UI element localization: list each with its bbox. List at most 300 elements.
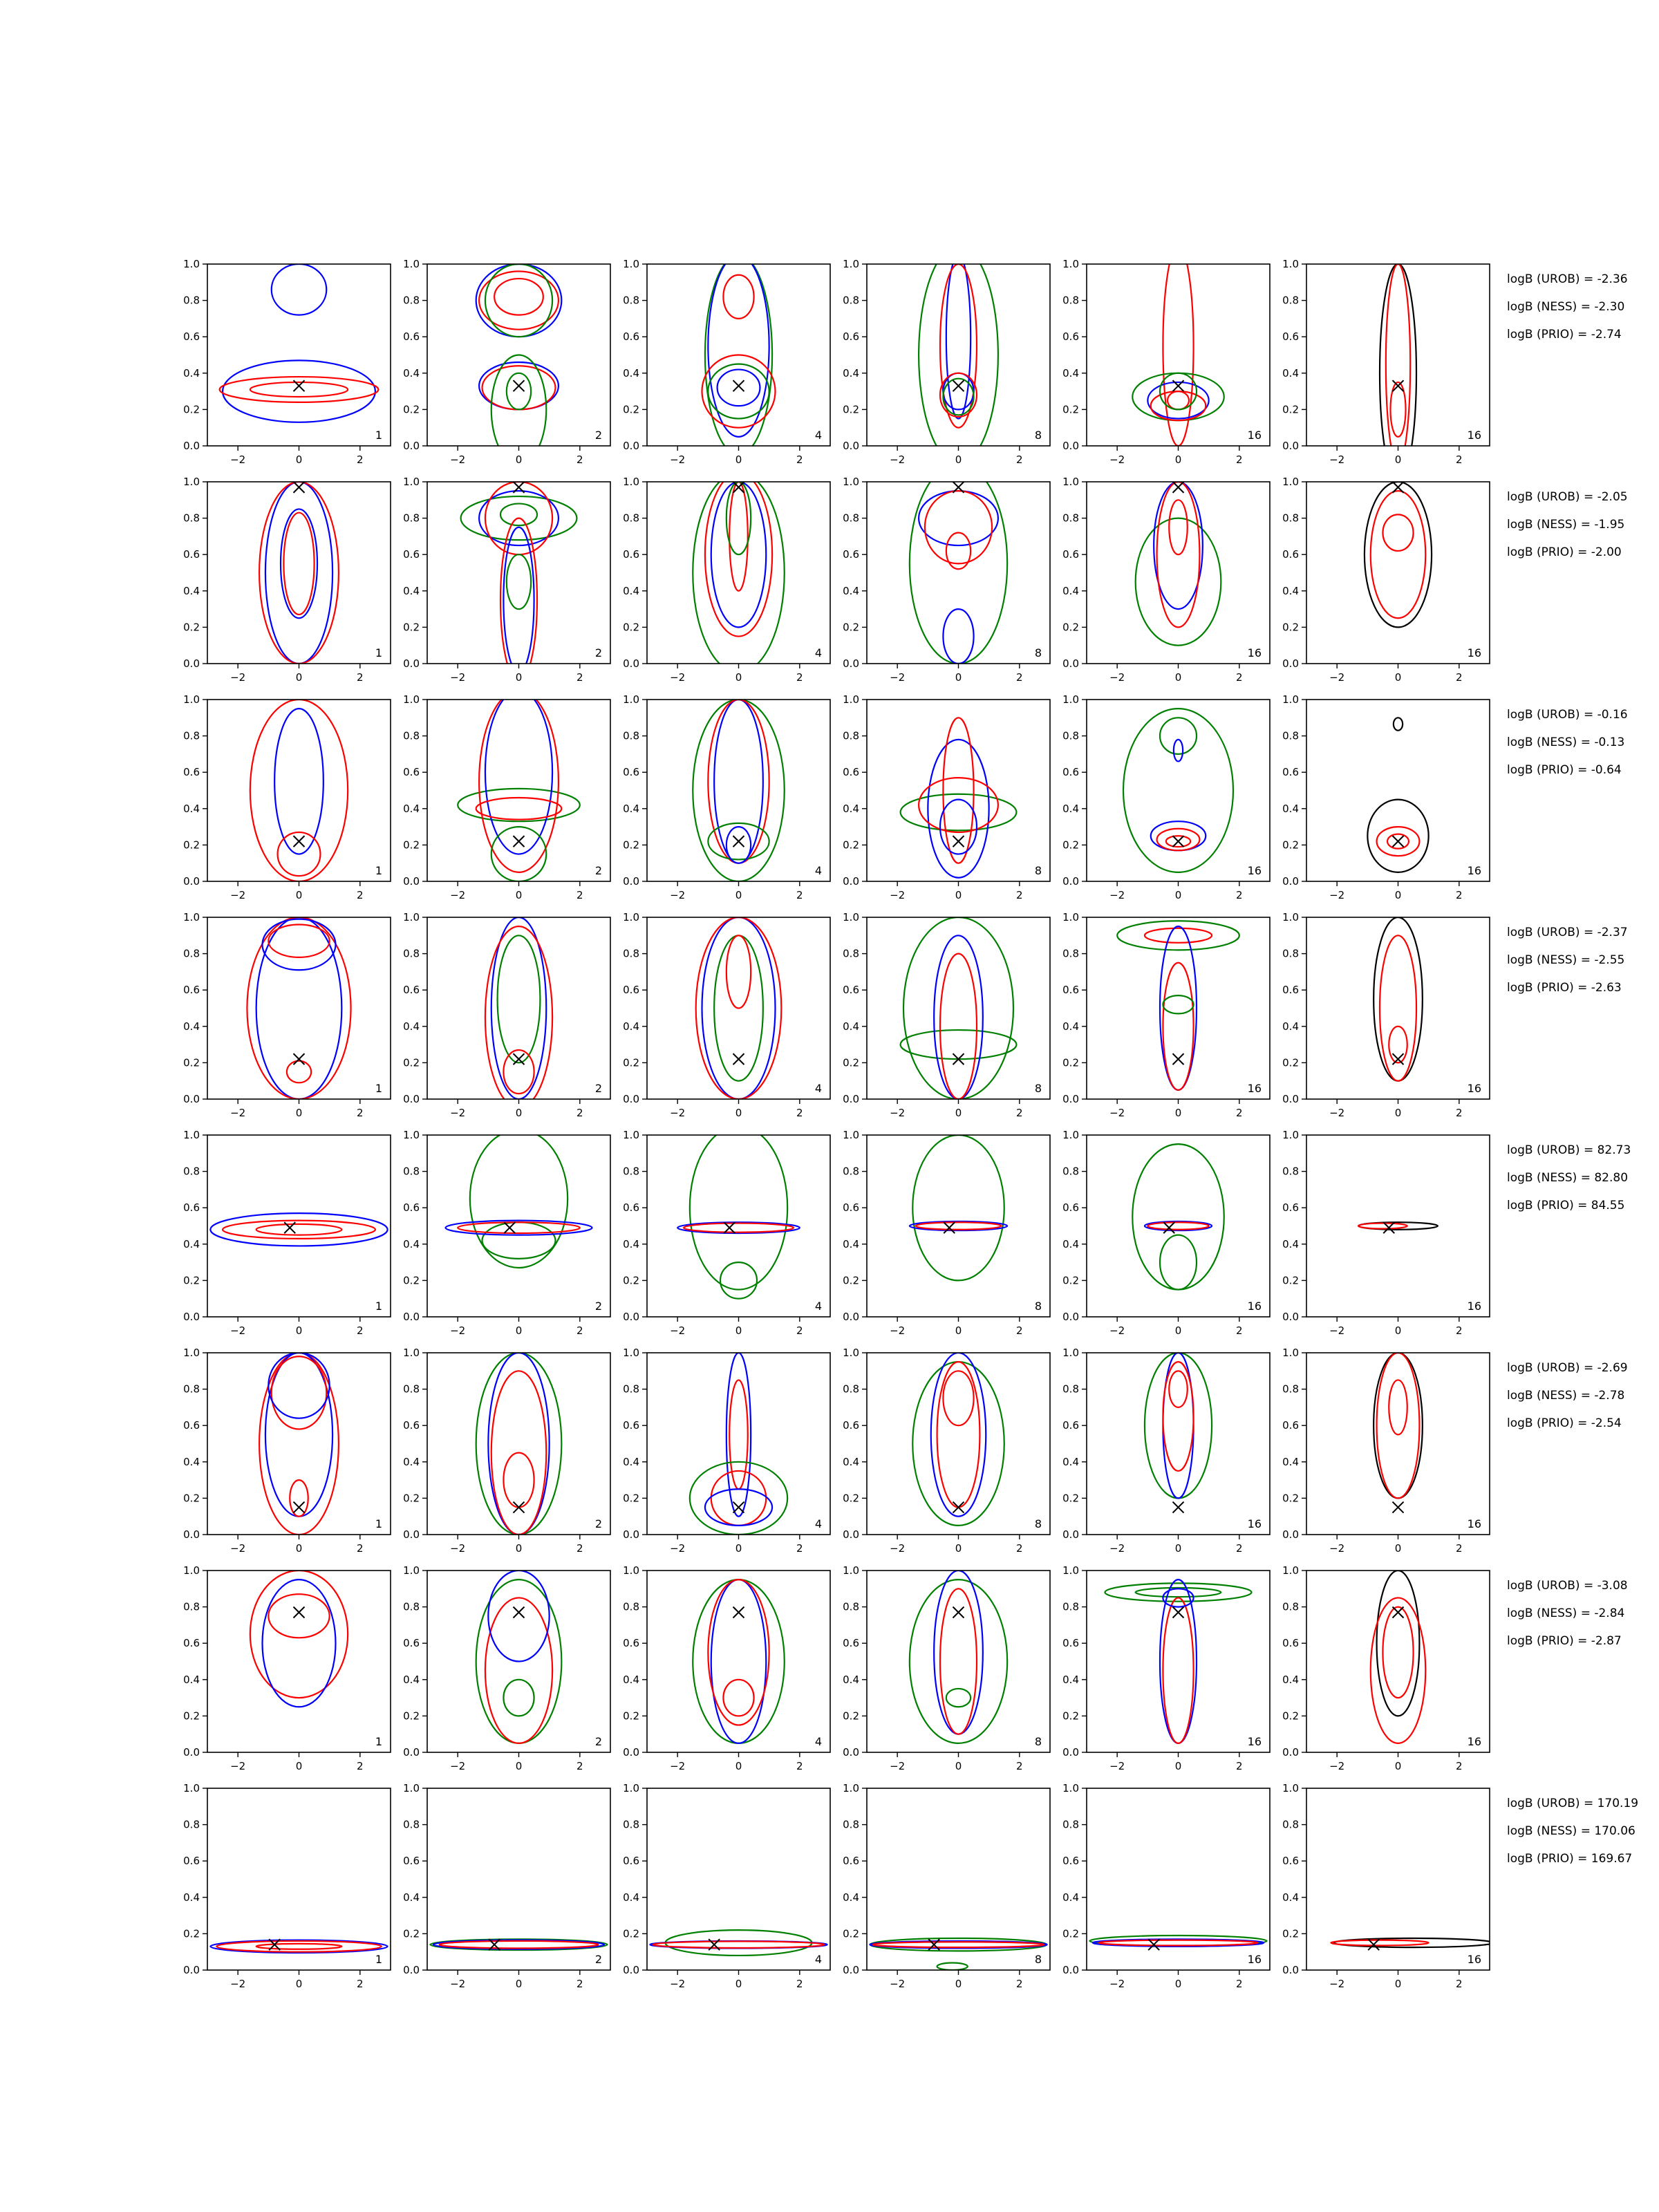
- x-tick-label: 0: [955, 1324, 962, 1337]
- green-contour: [1160, 1235, 1197, 1290]
- y-tick-label: 0.0: [1062, 1311, 1079, 1323]
- truth-marker: [294, 1606, 305, 1618]
- x-tick-label: −2: [1109, 1542, 1125, 1555]
- y-tick-label: 0.0: [1282, 1746, 1299, 1759]
- panel-r3-c5: [1062, 693, 1270, 901]
- red-contour: [708, 700, 769, 863]
- x-tick-label: −2: [450, 1107, 466, 1119]
- y-tick-label: 0.4: [183, 1455, 200, 1468]
- panel-number-label: 8: [1034, 1517, 1042, 1530]
- y-tick-label: 0.6: [623, 548, 639, 561]
- contour-group: [677, 1126, 800, 1299]
- blue-contour: [272, 264, 327, 315]
- y-tick-label: 0.4: [623, 1891, 639, 1904]
- x-tick-label: −2: [1109, 1107, 1125, 1119]
- y-tick-label: 0.8: [843, 1818, 859, 1831]
- red-contour: [1389, 1027, 1407, 1063]
- y-tick-label: 0.6: [183, 1855, 200, 1868]
- red-contour: [1147, 1222, 1208, 1230]
- y-tick-label: 0.8: [403, 512, 420, 525]
- y-tick-label: 0.0: [183, 1964, 200, 1976]
- y-tick-label: 0.8: [403, 1818, 420, 1831]
- y-tick-label: 0.6: [623, 330, 639, 344]
- blue-contour: [503, 527, 534, 673]
- panel-number-label: 8: [1034, 1082, 1042, 1095]
- y-tick-label: 0.8: [843, 294, 859, 307]
- x-tick-label: −2: [670, 1978, 686, 1990]
- y-tick-label: 0.2: [183, 838, 200, 852]
- y-tick-label: 1.0: [1282, 1782, 1299, 1794]
- y-tick-label: 0.2: [183, 1492, 200, 1505]
- x-tick-label: −2: [1109, 1978, 1125, 1990]
- y-tick-label: 0.4: [1062, 1455, 1079, 1468]
- panel-number-label: 1: [375, 429, 382, 442]
- x-tick-label: −2: [450, 1324, 466, 1337]
- y-tick-label: 0.0: [623, 1528, 639, 1541]
- red-contour: [1389, 1380, 1407, 1434]
- y-tick-label: 0.2: [843, 1927, 859, 1940]
- y-tick-label: 0.0: [623, 1746, 639, 1759]
- red-contour: [494, 279, 543, 315]
- x-tick-label: 2: [1456, 1324, 1463, 1337]
- y-tick-label: 0.4: [403, 802, 420, 815]
- y-tick-label: 0.4: [1282, 584, 1299, 597]
- x-tick-label: 0: [735, 1542, 742, 1555]
- y-tick-label: 0.0: [843, 1311, 859, 1323]
- panel-number-label: 16: [1467, 1735, 1481, 1748]
- y-tick-label: 0.2: [183, 403, 200, 416]
- y-tick-label: 0.4: [843, 1020, 859, 1033]
- panel-number-label: 8: [1034, 864, 1042, 877]
- x-tick-label: −2: [1329, 1978, 1345, 1990]
- y-tick-label: 0.4: [1062, 584, 1079, 597]
- panel-number-label: 16: [1467, 1517, 1481, 1530]
- contour-group: [458, 691, 580, 881]
- panel-r6-c5: [1062, 1347, 1270, 1555]
- x-tick-label: 2: [357, 889, 364, 901]
- y-tick-label: 1.0: [623, 258, 639, 270]
- contour-group: [250, 1571, 348, 1707]
- logb-urob-text: logB (UROB) = -2.36: [1507, 272, 1628, 286]
- y-tick-label: 0.0: [843, 1528, 859, 1541]
- x-tick-label: 2: [1456, 453, 1463, 466]
- y-tick-label: 0.2: [1282, 1709, 1299, 1723]
- blue-contour: [928, 740, 988, 878]
- y-tick-label: 0.2: [1282, 1927, 1299, 1940]
- y-tick-label: 0.4: [403, 1020, 420, 1033]
- y-tick-label: 0.4: [623, 802, 639, 815]
- y-tick-label: 0.6: [403, 1419, 420, 1432]
- x-tick-label: 2: [577, 671, 583, 684]
- red-contour: [223, 1221, 375, 1239]
- panel-r8-c6: [1282, 1782, 1492, 1990]
- blue-contour: [718, 370, 760, 406]
- red-contour: [943, 1371, 973, 1425]
- y-tick-label: 0.8: [1062, 294, 1079, 307]
- x-tick-label: −2: [890, 1760, 906, 1772]
- y-tick-label: 1.0: [1062, 693, 1079, 706]
- y-tick-label: 0.2: [1282, 838, 1299, 852]
- x-tick-label: 0: [1174, 1978, 1182, 1990]
- panel-number-label: 4: [814, 646, 822, 659]
- y-tick-label: 0.6: [843, 1855, 859, 1868]
- x-tick-label: 0: [735, 1760, 742, 1772]
- panel-number-label: 16: [1247, 1300, 1262, 1313]
- y-tick-label: 0.6: [843, 984, 859, 997]
- y-tick-label: 0.6: [1282, 1855, 1299, 1868]
- y-tick-label: 0.6: [1062, 984, 1079, 997]
- contour-group: [1331, 1938, 1492, 1947]
- y-tick-label: 0.6: [183, 1419, 200, 1432]
- x-tick-label: 0: [295, 889, 303, 901]
- logb-annotations-row-1: [1507, 272, 1628, 341]
- panel-number-label: 1: [375, 1735, 382, 1748]
- y-tick-label: 1.0: [183, 1347, 200, 1359]
- y-tick-label: 0.6: [403, 766, 420, 779]
- x-tick-label: 0: [295, 1107, 303, 1119]
- contour-group: [693, 1580, 785, 1743]
- panel-number-label: 4: [814, 429, 822, 442]
- x-tick-label: −2: [1109, 453, 1125, 466]
- y-tick-label: 1.0: [1282, 911, 1299, 924]
- x-tick-label: 0: [295, 453, 303, 466]
- y-tick-label: 0.2: [623, 1492, 639, 1505]
- y-tick-label: 0.0: [623, 875, 639, 888]
- contour-group: [901, 917, 1017, 1099]
- y-tick-label: 0.8: [183, 512, 200, 525]
- red-contour: [1386, 264, 1410, 464]
- blue-contour: [934, 1571, 983, 1734]
- x-tick-label: −2: [450, 671, 466, 684]
- x-tick-label: 2: [1236, 1107, 1243, 1119]
- panel-r4-c3: [623, 911, 830, 1119]
- y-tick-label: 0.0: [1282, 1311, 1299, 1323]
- y-tick-label: 0.4: [183, 802, 200, 815]
- y-tick-label: 0.0: [183, 440, 200, 452]
- panel-r4-c4: [843, 911, 1050, 1119]
- y-tick-label: 1.0: [1282, 1347, 1299, 1359]
- green-contour: [690, 1462, 787, 1535]
- x-tick-label: 2: [577, 889, 583, 901]
- y-tick-label: 0.6: [623, 1419, 639, 1432]
- x-tick-label: −2: [1109, 671, 1125, 684]
- x-tick-label: 0: [1394, 1107, 1402, 1119]
- y-tick-label: 0.8: [1062, 1600, 1079, 1613]
- y-tick-label: 0.8: [843, 947, 859, 960]
- panel-r1-c1: [183, 258, 391, 466]
- truth-marker: [953, 1606, 964, 1618]
- y-tick-label: 0.2: [623, 621, 639, 634]
- y-tick-label: 0.2: [843, 1709, 859, 1723]
- y-tick-label: 0.0: [183, 1528, 200, 1541]
- x-tick-label: −2: [1329, 1542, 1345, 1555]
- contour-group: [901, 718, 1017, 877]
- truth-marker: [733, 1502, 744, 1513]
- red-contour: [503, 1453, 534, 1508]
- green-contour: [912, 1362, 1004, 1526]
- black-contour: [1374, 1353, 1423, 1498]
- x-tick-label: −2: [450, 1978, 466, 1990]
- x-tick-label: 0: [955, 1760, 962, 1772]
- blue-contour: [934, 935, 983, 1099]
- y-tick-label: 0.2: [183, 1709, 200, 1723]
- y-tick-label: 0.2: [843, 1056, 859, 1069]
- logb-annotations-row-3: [1507, 708, 1628, 777]
- logb-annotations-row-5: [1507, 1143, 1631, 1212]
- green-contour: [693, 1580, 785, 1743]
- red-contour: [729, 482, 748, 591]
- y-tick-label: 0.6: [843, 1637, 859, 1650]
- axes-frame: [1087, 917, 1270, 1099]
- y-tick-label: 1.0: [623, 693, 639, 706]
- y-tick-label: 1.0: [623, 1564, 639, 1577]
- contour-group: [461, 482, 577, 682]
- panel-r8-c5: [1062, 1782, 1270, 1990]
- y-tick-label: 0.8: [623, 512, 639, 525]
- red-contour: [220, 377, 379, 402]
- red-contour: [1163, 963, 1193, 1090]
- y-tick-label: 1.0: [403, 258, 420, 270]
- red-contour: [283, 513, 314, 615]
- y-tick-label: 1.0: [843, 1129, 859, 1141]
- panel-r7-c4: [843, 1564, 1050, 1772]
- x-tick-label: −2: [230, 1978, 246, 1990]
- y-tick-label: 0.6: [623, 766, 639, 779]
- x-tick-label: 2: [796, 1107, 803, 1119]
- panel-r7-c3: [623, 1564, 830, 1772]
- x-tick-label: −2: [890, 671, 906, 684]
- y-tick-label: 0.4: [843, 366, 859, 379]
- truth-marker: [294, 1053, 305, 1065]
- y-tick-label: 1.0: [1062, 911, 1079, 924]
- y-tick-label: 0.8: [403, 947, 420, 960]
- truth-marker: [294, 482, 305, 493]
- x-tick-label: 2: [796, 1978, 803, 1990]
- x-tick-label: 2: [1016, 1760, 1023, 1772]
- y-tick-label: 0.0: [183, 1093, 200, 1105]
- y-tick-label: 0.0: [843, 875, 859, 888]
- panel-number-label: 2: [594, 429, 602, 442]
- panel-number-label: 2: [594, 1735, 602, 1748]
- x-tick-label: 2: [796, 671, 803, 684]
- y-tick-label: 0.0: [1062, 440, 1079, 452]
- y-tick-label: 1.0: [843, 476, 859, 488]
- y-tick-label: 1.0: [623, 911, 639, 924]
- y-tick-label: 0.0: [403, 1311, 420, 1323]
- x-tick-label: 0: [1174, 1760, 1182, 1772]
- blue-contour: [476, 264, 562, 337]
- contour-group: [210, 1213, 387, 1246]
- green-contour: [910, 1580, 1007, 1743]
- green-contour: [937, 1962, 968, 1970]
- x-tick-label: 2: [577, 453, 583, 466]
- x-tick-label: −2: [1329, 671, 1345, 684]
- truth-marker: [1173, 1606, 1184, 1618]
- red-contour: [256, 1944, 342, 1949]
- y-tick-label: 0.4: [1062, 1020, 1079, 1033]
- panel-number-label: 16: [1247, 1953, 1262, 1966]
- y-tick-label: 1.0: [843, 1347, 859, 1359]
- green-contour: [498, 935, 541, 1062]
- contour-group: [910, 1571, 1007, 1743]
- panel-r3-c2: [403, 691, 610, 901]
- y-tick-label: 0.2: [403, 1274, 420, 1287]
- panel-r4-c6: [1282, 911, 1490, 1119]
- panel-number-label: 16: [1467, 1082, 1481, 1095]
- y-tick-label: 0.2: [183, 1274, 200, 1287]
- panel-r2-c6: [1282, 476, 1490, 684]
- contour-group: [1089, 1936, 1266, 1947]
- axes-frame: [427, 917, 610, 1099]
- y-tick-label: 0.0: [403, 440, 420, 452]
- y-tick-label: 0.8: [843, 1165, 859, 1178]
- green-contour: [690, 1126, 787, 1290]
- y-tick-label: 0.2: [1282, 1056, 1299, 1069]
- logb-prio-text: logB (PRIO) = -2.63: [1507, 981, 1622, 995]
- axes-frame: [867, 917, 1050, 1099]
- y-tick-label: 0.4: [1062, 802, 1079, 815]
- logb-urob-text: logB (UROB) = -2.69: [1507, 1361, 1628, 1375]
- panel-number-label: 1: [375, 1517, 382, 1530]
- contour-group: [910, 1135, 1007, 1280]
- logb-prio-text: logB (PRIO) = 169.67: [1507, 1852, 1633, 1866]
- red-contour: [287, 1061, 311, 1083]
- green-contour: [1105, 1583, 1252, 1601]
- y-tick-label: 0.8: [183, 729, 200, 742]
- y-tick-label: 0.0: [623, 657, 639, 670]
- x-tick-label: 0: [295, 1760, 303, 1772]
- green-contour: [507, 373, 531, 410]
- y-tick-label: 0.4: [1062, 1237, 1079, 1250]
- red-contour: [1382, 514, 1413, 551]
- y-tick-label: 1.0: [183, 258, 200, 270]
- panel-r6-c4: [843, 1347, 1050, 1555]
- logb-prio-text: logB (PRIO) = -2.74: [1507, 328, 1622, 341]
- x-tick-label: 0: [955, 1978, 962, 1990]
- panel-number-label: 1: [375, 864, 382, 877]
- y-tick-label: 0.6: [623, 1201, 639, 1215]
- y-tick-label: 0.0: [403, 1964, 420, 1976]
- x-tick-label: −2: [890, 453, 906, 466]
- red-contour: [1377, 1353, 1420, 1498]
- y-tick-label: 1.0: [843, 693, 859, 706]
- y-tick-label: 1.0: [1062, 476, 1079, 488]
- x-tick-label: −2: [230, 671, 246, 684]
- y-tick-label: 0.0: [1282, 1093, 1299, 1105]
- panel-r6-c3: [623, 1347, 830, 1555]
- y-tick-label: 0.6: [183, 1201, 200, 1215]
- panel-number-label: 2: [594, 1300, 602, 1313]
- panel-number-label: 16: [1467, 1300, 1481, 1313]
- panel-number-label: 2: [594, 1082, 602, 1095]
- red-contour: [723, 275, 753, 319]
- x-tick-label: 2: [1016, 889, 1023, 901]
- green-contour: [482, 1222, 556, 1259]
- x-tick-label: 2: [1016, 1978, 1023, 1990]
- panel-r4-c5: [1062, 911, 1270, 1119]
- panel-r2-c4: [843, 464, 1050, 684]
- x-tick-label: 0: [1394, 1760, 1402, 1772]
- x-tick-label: 2: [357, 1107, 364, 1119]
- blue-contour: [1160, 1580, 1197, 1743]
- y-tick-label: 0.4: [1282, 1891, 1299, 1904]
- axes-frame: [867, 1571, 1050, 1752]
- y-tick-label: 0.8: [1062, 729, 1079, 742]
- truth-marker: [1173, 1502, 1184, 1513]
- x-tick-label: 2: [1456, 1760, 1463, 1772]
- panel-r5-c4: [843, 1129, 1050, 1337]
- red-contour: [1358, 1224, 1407, 1229]
- red-contour: [702, 355, 776, 428]
- y-tick-label: 0.0: [1062, 875, 1079, 888]
- logb-annotations-row-2: [1507, 490, 1628, 559]
- y-tick-label: 0.4: [1282, 1020, 1299, 1033]
- y-tick-label: 0.0: [1282, 1528, 1299, 1541]
- x-tick-label: −2: [230, 1760, 246, 1772]
- x-tick-label: −2: [1329, 1760, 1345, 1772]
- x-tick-label: 2: [796, 1542, 803, 1555]
- panel-r3-c3: [623, 693, 830, 901]
- x-tick-label: 2: [1456, 889, 1463, 901]
- red-contour: [653, 1941, 824, 1947]
- axes-frame: [207, 1135, 391, 1317]
- y-tick-label: 1.0: [843, 911, 859, 924]
- y-tick-label: 0.4: [623, 584, 639, 597]
- panel-number-label: 4: [814, 1953, 822, 1966]
- x-tick-label: −2: [1329, 1107, 1345, 1119]
- panel-number-label: 16: [1467, 646, 1481, 659]
- y-tick-label: 0.2: [1062, 1927, 1079, 1940]
- y-tick-label: 1.0: [1062, 1129, 1079, 1141]
- y-tick-label: 0.2: [183, 1056, 200, 1069]
- x-tick-label: 2: [1236, 671, 1243, 684]
- panel-r6-c2: [403, 1347, 610, 1555]
- x-tick-label: 2: [577, 1542, 583, 1555]
- y-tick-label: 1.0: [843, 1564, 859, 1577]
- blue-contour: [210, 1213, 387, 1246]
- axes-frame: [867, 482, 1050, 664]
- y-tick-label: 0.4: [623, 366, 639, 379]
- y-tick-label: 0.2: [623, 1274, 639, 1287]
- y-tick-label: 0.2: [403, 1709, 420, 1723]
- panel-r3-c6: [1282, 693, 1490, 901]
- x-tick-label: −2: [670, 889, 686, 901]
- panel-r5-c1: [183, 1129, 391, 1337]
- y-tick-label: 0.0: [183, 875, 200, 888]
- y-tick-label: 0.0: [1282, 875, 1299, 888]
- y-tick-label: 0.0: [403, 875, 420, 888]
- red-contour: [440, 1941, 599, 1949]
- panel-r1-c2: [403, 258, 610, 466]
- y-tick-label: 0.0: [1282, 1964, 1299, 1976]
- panel-number-label: 1: [375, 646, 382, 659]
- red-contour: [250, 1571, 348, 1698]
- y-tick-label: 1.0: [843, 1782, 859, 1794]
- contour-group: [1371, 1571, 1426, 1743]
- contour-group: [912, 1353, 1004, 1526]
- x-tick-label: 0: [515, 1978, 523, 1990]
- x-tick-label: 2: [1016, 1324, 1023, 1337]
- y-tick-label: 0.8: [1282, 1382, 1299, 1396]
- y-tick-label: 0.2: [623, 1927, 639, 1940]
- y-tick-label: 0.6: [1062, 330, 1079, 344]
- panel-r1-c3: [623, 255, 830, 466]
- panel-r8-c2: [403, 1782, 610, 1990]
- panel-r5-c3: [623, 1126, 830, 1337]
- truth-marker: [514, 836, 525, 847]
- x-tick-label: 0: [515, 453, 523, 466]
- y-tick-label: 0.8: [623, 729, 639, 742]
